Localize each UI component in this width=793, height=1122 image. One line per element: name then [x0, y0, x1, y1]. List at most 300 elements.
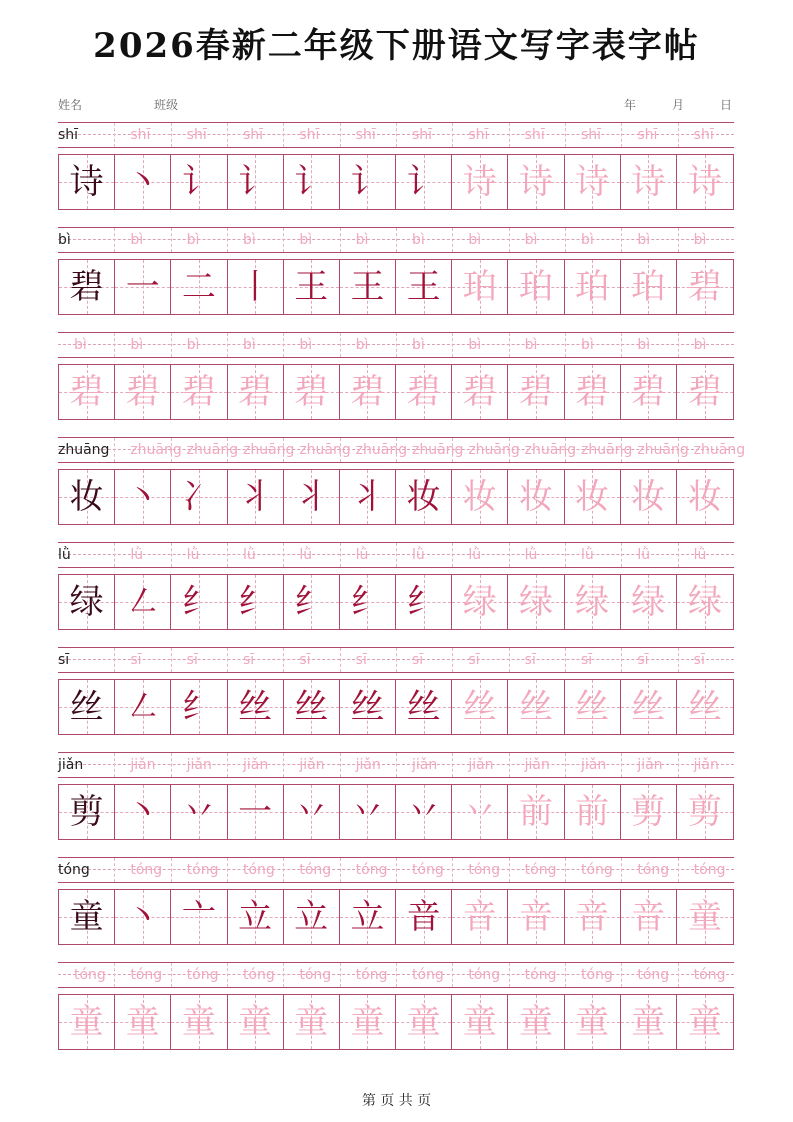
grid-cell[interactable]: [284, 995, 340, 1049]
grid-cell[interactable]: [171, 260, 227, 314]
stroke-step: 讠: [406, 162, 441, 202]
pinyin-trace: bì: [186, 232, 200, 248]
grid-cell[interactable]: [677, 470, 733, 524]
pinyin-trace: bì: [355, 337, 369, 353]
pinyin-trace: sī: [581, 652, 593, 668]
trace-character: 妆: [518, 477, 553, 517]
model-character: 诗: [69, 162, 104, 202]
practice-row: [58, 332, 734, 437]
pinyin-trace: jiǎn: [693, 757, 719, 773]
grid-cell[interactable]: [565, 470, 621, 524]
grid-cell[interactable]: [677, 890, 733, 944]
pinyin-trace: jiǎn: [581, 757, 607, 773]
trace-character: 丝: [575, 687, 610, 727]
pinyin-trace: jiǎn: [355, 757, 381, 773]
grid-cell[interactable]: [508, 785, 564, 839]
grid-cell[interactable]: [452, 995, 508, 1049]
grid-cell[interactable]: [621, 785, 677, 839]
grid-cell[interactable]: [284, 680, 340, 734]
model-character: 丝: [69, 687, 104, 727]
trace-character: 碧: [687, 267, 722, 307]
grid-cell[interactable]: [621, 890, 677, 944]
practice-row: [58, 647, 734, 752]
grid-cell[interactable]: [340, 995, 396, 1049]
stroke-step: 丶: [125, 477, 160, 517]
stroke-step: 丷: [406, 792, 441, 832]
grid-cell[interactable]: [284, 890, 340, 944]
trace-character: 音: [575, 897, 610, 937]
trace-character: 童: [125, 1002, 160, 1042]
name-label: 姓名: [58, 98, 83, 112]
stroke-step: 讠: [238, 162, 273, 202]
pinyin-trace: sī: [130, 652, 142, 668]
pinyin-trace: bì: [581, 232, 594, 248]
grid-cell[interactable]: [228, 995, 284, 1049]
grid-cell[interactable]: [340, 260, 396, 314]
trace-character: 绿: [518, 582, 553, 622]
grid-cell[interactable]: [171, 995, 227, 1049]
grid-cell[interactable]: [396, 575, 452, 629]
grid-cell[interactable]: [340, 155, 396, 209]
pinyin-trace: zhuāng: [693, 442, 746, 458]
model-character: 童: [69, 897, 104, 937]
pinyin-trace: tóng: [243, 862, 275, 878]
pinyin-trace: tóng: [130, 862, 163, 878]
grid-cell[interactable]: [508, 575, 564, 629]
grid-cell[interactable]: [228, 890, 284, 944]
stroke-step: 丶: [125, 792, 160, 832]
grid-cell[interactable]: [565, 260, 621, 314]
grid-cell[interactable]: [508, 260, 564, 314]
grid-cell[interactable]: [621, 575, 677, 629]
tian-grid: [58, 574, 734, 630]
grid-cell[interactable]: [565, 995, 621, 1049]
grid-cell[interactable]: [565, 890, 621, 944]
trace-character: 童: [631, 1002, 666, 1042]
grid-cell[interactable]: [59, 155, 115, 209]
trace-character: 妆: [687, 477, 722, 517]
pinyin-trace: jiǎn: [412, 757, 438, 773]
trace-character: 童: [181, 1002, 216, 1042]
tian-grid: [58, 154, 734, 210]
grid-cell[interactable]: [452, 680, 508, 734]
pinyin-trace: bì: [637, 232, 651, 248]
grid-cell[interactable]: [228, 365, 284, 419]
stroke-step: 丨: [238, 267, 273, 307]
pinyin-trace: jiǎn: [637, 757, 663, 773]
model-character: 碧: [69, 267, 104, 307]
grid-cell[interactable]: [508, 995, 564, 1049]
page-footer: 第 页 共 页: [361, 1093, 432, 1109]
trace-character: 前: [575, 792, 610, 832]
pinyin-trace: tóng: [355, 862, 388, 878]
grid-cell[interactable]: [59, 365, 115, 419]
stroke-step: 一: [238, 792, 273, 832]
year-label: 年: [624, 98, 637, 112]
trace-character: 碧: [462, 372, 497, 412]
pinyin-trace: bì: [468, 337, 482, 353]
grid-cell[interactable]: [115, 890, 171, 944]
grid-cell[interactable]: [115, 785, 171, 839]
grid-cell[interactable]: [508, 890, 564, 944]
pinyin-trace: lǜ: [693, 547, 707, 563]
trace-character: 诗: [687, 162, 722, 202]
trace-character: 碧: [575, 372, 610, 412]
pinyin-band: [58, 542, 734, 568]
pinyin-trace: bì: [299, 232, 313, 248]
trace-character: 碧: [350, 372, 385, 412]
trace-character: 剪: [687, 792, 722, 832]
pinyin-trace: sī: [468, 652, 480, 668]
grid-cell[interactable]: [115, 470, 171, 524]
pinyin-trace: tóng: [299, 967, 332, 983]
grid-cell[interactable]: [621, 260, 677, 314]
stroke-step: 讠: [181, 162, 216, 202]
trace-character: 珀: [575, 267, 610, 307]
grid-cell[interactable]: [171, 155, 227, 209]
pinyin-trace: shī: [355, 127, 376, 143]
pinyin-trace: tóng: [186, 862, 219, 878]
stroke-step: 纟: [406, 582, 441, 622]
grid-cell[interactable]: [228, 470, 284, 524]
pinyin-label: bì: [58, 232, 71, 248]
grid-cell[interactable]: [171, 890, 227, 944]
grid-cell[interactable]: [284, 785, 340, 839]
grid-cell[interactable]: [452, 470, 508, 524]
grid-cell[interactable]: [171, 575, 227, 629]
grid-cell[interactable]: [565, 785, 621, 839]
grid-cell[interactable]: [452, 365, 508, 419]
pinyin-trace: bì: [243, 232, 256, 248]
page-title: 2026春新二年级下册语文写字表字帖: [93, 26, 700, 66]
grid-cell[interactable]: [565, 365, 621, 419]
pinyin-trace: tóng: [524, 967, 557, 983]
grid-cell[interactable]: [396, 365, 452, 419]
grid-cell[interactable]: [508, 470, 564, 524]
pinyin-trace: shī: [186, 127, 207, 143]
grid-cell[interactable]: [228, 575, 284, 629]
pinyin-trace: tóng: [693, 967, 726, 983]
grid-cell[interactable]: [621, 365, 677, 419]
pinyin-trace: jiǎn: [130, 757, 156, 773]
class-label: 班级: [154, 98, 179, 112]
pinyin-label: shī: [58, 127, 79, 143]
grid-cell[interactable]: [677, 365, 733, 419]
info-row: [58, 96, 734, 114]
grid-cell[interactable]: [508, 365, 564, 419]
pinyin-trace: tóng: [412, 967, 444, 983]
grid-cell[interactable]: [59, 470, 115, 524]
pinyin-trace: jiǎn: [524, 757, 550, 773]
grid-cell[interactable]: [565, 155, 621, 209]
tian-grid: [58, 469, 734, 525]
grid-cell[interactable]: [621, 995, 677, 1049]
model-character: 剪: [69, 792, 104, 832]
grid-cell[interactable]: [59, 785, 115, 839]
stroke-step: 丝: [238, 687, 273, 727]
stroke-step: 纟: [350, 582, 385, 622]
grid-cell[interactable]: [284, 575, 340, 629]
pinyin-trace: lǜ: [468, 547, 482, 563]
pinyin-trace: tóng: [581, 967, 613, 983]
tian-grid: [58, 994, 734, 1050]
stroke-step: 王: [350, 267, 385, 307]
pinyin-trace: tóng: [468, 967, 501, 983]
tian-grid: [58, 679, 734, 735]
practice-row: [58, 437, 746, 542]
grid-cell[interactable]: [340, 470, 396, 524]
stroke-step: 立: [238, 897, 273, 937]
trace-character: 童: [238, 1002, 273, 1042]
pinyin-trace: lǜ: [186, 547, 200, 563]
pinyin-band: [58, 752, 734, 778]
grid-cell[interactable]: [396, 470, 452, 524]
pinyin-trace: tóng: [524, 862, 557, 878]
grid-cell[interactable]: [59, 890, 115, 944]
grid-cell[interactable]: [565, 575, 621, 629]
trace-character: 童: [462, 1002, 497, 1042]
stroke-step: ㇜: [125, 687, 160, 727]
pinyin-trace: lǜ: [637, 547, 651, 563]
stroke-step: 丶: [125, 162, 160, 202]
pinyin-label: jiǎn: [58, 757, 84, 773]
trace-character: 碧: [181, 372, 216, 412]
trace-character: 碧: [125, 372, 160, 412]
stroke-step: 讠: [294, 162, 329, 202]
stroke-step: 丝: [294, 687, 329, 727]
trace-character: 丝: [462, 687, 497, 727]
day-label: 日: [720, 98, 733, 112]
stroke-step: 王: [294, 267, 329, 307]
pinyin-trace: zhuāng: [468, 442, 520, 458]
grid-cell[interactable]: [452, 890, 508, 944]
grid-cell[interactable]: [59, 680, 115, 734]
practice-row: [58, 962, 734, 1067]
pinyin-band: [58, 647, 734, 673]
trace-character: 碧: [687, 372, 722, 412]
stroke-step: 一: [125, 267, 160, 307]
pinyin-trace: lǜ: [355, 547, 369, 563]
grid-cell[interactable]: [508, 155, 564, 209]
grid-cell[interactable]: [340, 365, 396, 419]
pinyin-trace: bì: [186, 337, 200, 353]
grid-cell[interactable]: [284, 470, 340, 524]
grid-cell[interactable]: [452, 575, 508, 629]
grid-cell[interactable]: [228, 785, 284, 839]
tian-grid: [58, 889, 734, 945]
pinyin-trace: sī: [412, 652, 424, 668]
grid-cell[interactable]: [677, 680, 733, 734]
trace-character: 妆: [462, 477, 497, 517]
grid-cell[interactable]: [452, 155, 508, 209]
trace-character: 音: [631, 897, 666, 937]
grid-cell[interactable]: [171, 680, 227, 734]
pinyin-trace: tóng: [412, 862, 444, 878]
pinyin-trace: shī: [299, 127, 320, 143]
model-character: 绿: [69, 582, 104, 622]
trace-character: 童: [687, 1002, 722, 1042]
grid-cell[interactable]: [115, 995, 171, 1049]
grid-cell[interactable]: [115, 575, 171, 629]
trace-character: 童: [687, 897, 722, 937]
pinyin-trace: lǜ: [524, 547, 538, 563]
pinyin-band: [58, 857, 734, 883]
pinyin-trace: zhuāng: [130, 442, 182, 458]
grid-cell[interactable]: [59, 995, 115, 1049]
grid-cell[interactable]: [452, 785, 508, 839]
grid-cell[interactable]: [171, 470, 227, 524]
pinyin-trace: tóng: [186, 967, 219, 983]
pinyin-trace: jiǎn: [468, 757, 494, 773]
trace-character: 童: [575, 1002, 610, 1042]
grid-cell[interactable]: [565, 680, 621, 734]
grid-cell[interactable]: [621, 470, 677, 524]
grid-cell[interactable]: [396, 890, 452, 944]
stroke-step: 丝: [350, 687, 385, 727]
pinyin-trace: sī: [243, 652, 255, 668]
pinyin-trace: bì: [412, 232, 425, 248]
pinyin-trace: sī: [693, 652, 705, 668]
pinyin-trace: tóng: [468, 862, 501, 878]
pinyin-band: [58, 332, 734, 358]
grid-cell[interactable]: [228, 155, 284, 209]
pinyin-label: sī: [58, 652, 70, 668]
trace-character: 妆: [575, 477, 610, 517]
stroke-step: 王: [406, 267, 441, 307]
grid-cell[interactable]: [284, 365, 340, 419]
trace-character: 妆: [631, 477, 666, 517]
pinyin-trace: jiǎn: [186, 757, 212, 773]
pinyin-trace: jiǎn: [243, 757, 269, 773]
pinyin-trace: tóng: [637, 967, 670, 983]
grid-cell[interactable]: [115, 155, 171, 209]
pinyin-band: [58, 437, 746, 463]
tian-grid: [58, 364, 734, 420]
trace-character: 剪: [631, 792, 666, 832]
grid-cell[interactable]: [340, 680, 396, 734]
stroke-step: ㇜: [125, 582, 160, 622]
grid-cell[interactable]: [115, 260, 171, 314]
pinyin-trace: bì: [412, 337, 425, 353]
grid-cell[interactable]: [508, 680, 564, 734]
pinyin-trace: bì: [355, 232, 369, 248]
grid-cell[interactable]: [340, 890, 396, 944]
grid-cell[interactable]: [340, 575, 396, 629]
grid-cell[interactable]: [171, 365, 227, 419]
pinyin-trace: shī: [581, 127, 602, 143]
trace-character: 音: [462, 897, 497, 937]
pinyin-trace: bì: [130, 232, 144, 248]
stroke-step: 音: [406, 897, 441, 937]
tian-grid: [58, 259, 734, 315]
pinyin-trace: bì: [524, 337, 538, 353]
trace-character: 丝: [518, 687, 553, 727]
grid-cell[interactable]: [452, 260, 508, 314]
pinyin-trace: bì: [130, 337, 144, 353]
grid-cell[interactable]: [396, 995, 452, 1049]
grid-cell[interactable]: [115, 680, 171, 734]
trace-character: 童: [406, 1002, 441, 1042]
stroke-step: 丷: [181, 792, 216, 832]
stroke-step: 纟: [181, 687, 216, 727]
grid-cell[interactable]: [621, 680, 677, 734]
pinyin-trace: lǜ: [243, 547, 256, 563]
grid-cell[interactable]: [396, 155, 452, 209]
stroke-step: 二: [181, 267, 216, 307]
grid-cell[interactable]: [396, 260, 452, 314]
grid-cell[interactable]: [621, 155, 677, 209]
pinyin-trace: bì: [693, 337, 707, 353]
pinyin-trace: bì: [637, 337, 651, 353]
grid-cell[interactable]: [677, 155, 733, 209]
grid-cell[interactable]: [396, 785, 452, 839]
trace-character: 诗: [462, 162, 497, 202]
stroke-step: 纟: [181, 582, 216, 622]
grid-cell[interactable]: [284, 155, 340, 209]
grid-cell[interactable]: [396, 680, 452, 734]
pinyin-trace: bì: [299, 337, 313, 353]
grid-cell[interactable]: [284, 260, 340, 314]
pinyin-trace: tóng: [299, 862, 332, 878]
pinyin-trace: tóng: [355, 967, 388, 983]
pinyin-trace: lǜ: [581, 547, 594, 563]
pinyin-band: [58, 122, 734, 148]
practice-row: [58, 122, 734, 227]
stroke-step: 立: [350, 897, 385, 937]
trace-character: 前: [518, 792, 553, 832]
trace-character: 碧: [406, 372, 441, 412]
pinyin-trace: zhuāng: [412, 442, 464, 458]
grid-cell[interactable]: [59, 260, 115, 314]
pinyin-trace: tóng: [581, 862, 613, 878]
grid-cell[interactable]: [677, 785, 733, 839]
trace-character: 碧: [518, 372, 553, 412]
grid-cell[interactable]: [677, 995, 733, 1049]
pinyin-trace: shī: [468, 127, 489, 143]
pinyin-trace: bì: [74, 337, 87, 353]
grid-cell[interactable]: [115, 365, 171, 419]
trace-character: 丝: [631, 687, 666, 727]
grid-cell[interactable]: [171, 785, 227, 839]
pinyin-trace: sī: [524, 652, 536, 668]
grid-cell[interactable]: [228, 260, 284, 314]
grid-cell[interactable]: [677, 575, 733, 629]
trace-character: 碧: [294, 372, 329, 412]
pinyin-trace: zhuāng: [355, 442, 408, 458]
pinyin-trace: lǜ: [130, 547, 144, 563]
practice-sheet: [58, 122, 746, 1067]
pinyin-trace: sī: [637, 652, 649, 668]
pinyin-label: zhuāng: [58, 442, 110, 458]
grid-cell[interactable]: [677, 260, 733, 314]
pinyin-trace: shī: [524, 127, 545, 143]
pinyin-trace: sī: [186, 652, 198, 668]
pinyin-trace: tóng: [637, 862, 670, 878]
grid-cell[interactable]: [59, 575, 115, 629]
trace-character: 绿: [687, 582, 722, 622]
pinyin-trace: bì: [524, 232, 538, 248]
pinyin-trace: tóng: [130, 967, 163, 983]
stroke-step: 丷: [294, 792, 329, 832]
grid-cell[interactable]: [228, 680, 284, 734]
trace-character: 诗: [631, 162, 666, 202]
stroke-step: 丬: [294, 477, 329, 517]
trace-character: 音: [518, 897, 553, 937]
month-label: 月: [672, 98, 685, 112]
pinyin-trace: zhuāng: [524, 442, 577, 458]
grid-cell[interactable]: [340, 785, 396, 839]
stroke-step: 丝: [406, 687, 441, 727]
